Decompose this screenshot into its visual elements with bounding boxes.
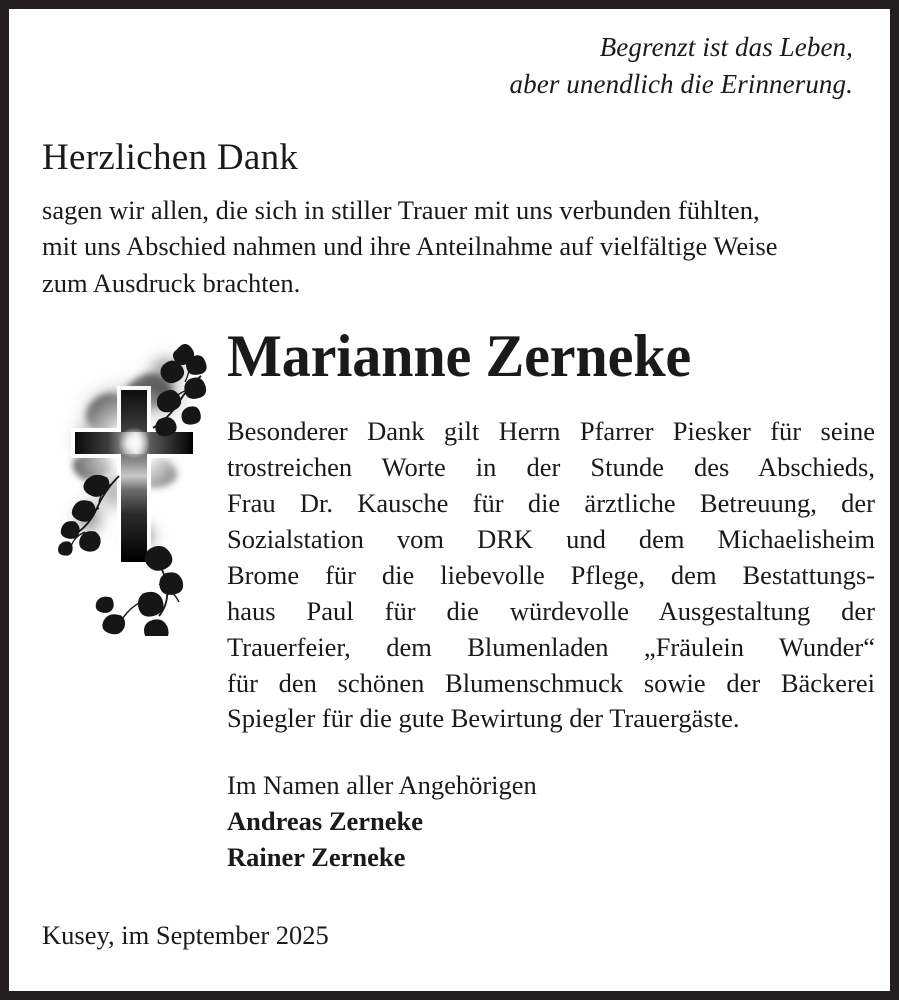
motto-line-2: aber unendlich die Erinnerung. [509, 69, 853, 100]
thanks-intro-line-1: sagen wir allen, die sich in stiller Trauer mit uns verbunden fühlten, [42, 194, 760, 225]
family-intro: Im Namen aller Angehörigen [227, 770, 537, 801]
thanks-body-line-5: Brome für die liebevolle Pflege, dem Bestattungs- [227, 559, 875, 590]
place-and-date: Kusey, im September 2025 [42, 920, 329, 951]
thanks-body-line-2: trostreichen Worte in der Stunde des Abschieds, [227, 452, 875, 483]
motto [33, 9, 866, 104]
thanks-body-line-3: Frau Dr. Kausche für die ärztliche Betreuung, der [227, 487, 875, 518]
thanks-intro-line-2: mit uns Abschied nahmen und ihre Anteilnahme auf vielfältige Weise [42, 231, 778, 262]
thanks-body-line-9: Spiegler für die gute Bewirtung der Trauergäste. [227, 703, 740, 734]
family-signature-block [227, 767, 875, 875]
motto-line-1: Begrenzt ist das Leben, [599, 32, 853, 62]
cross-with-ivy-icon [49, 336, 219, 636]
thanks-intro-line-3: zum Ausdruck brachten. [42, 268, 301, 299]
thanks-body-line-6: haus Paul für die würdevolle Ausgestaltung der [227, 595, 875, 626]
deceased-name: Marianne Zerneke [227, 322, 692, 389]
thanks-body-line-7: Trauerfeier, dem Blumenladen „Fräulein Wunder“ [227, 631, 875, 662]
thanks-body-line-4: Sozialstation vom DRK und dem Michaelisheim [227, 523, 875, 554]
card-inner [9, 9, 890, 991]
thanks-body-line-8: für den schönen Blumenschmuck sowie der Bäckerei [227, 667, 875, 698]
thanks-heading: Herzlichen Dank [42, 136, 299, 178]
thanks-intro-paragraph [42, 192, 878, 302]
thanks-body-line-1: Besonderer Dank gilt Herrn Pfarrer Piesker für seine [227, 416, 875, 447]
family-member-2: Rainer Zerneke [227, 842, 406, 873]
body-row [33, 322, 875, 886]
thanks-body-paragraph [227, 414, 875, 737]
family-member-1: Andreas Zerneke [227, 806, 424, 837]
right-column [227, 322, 875, 875]
